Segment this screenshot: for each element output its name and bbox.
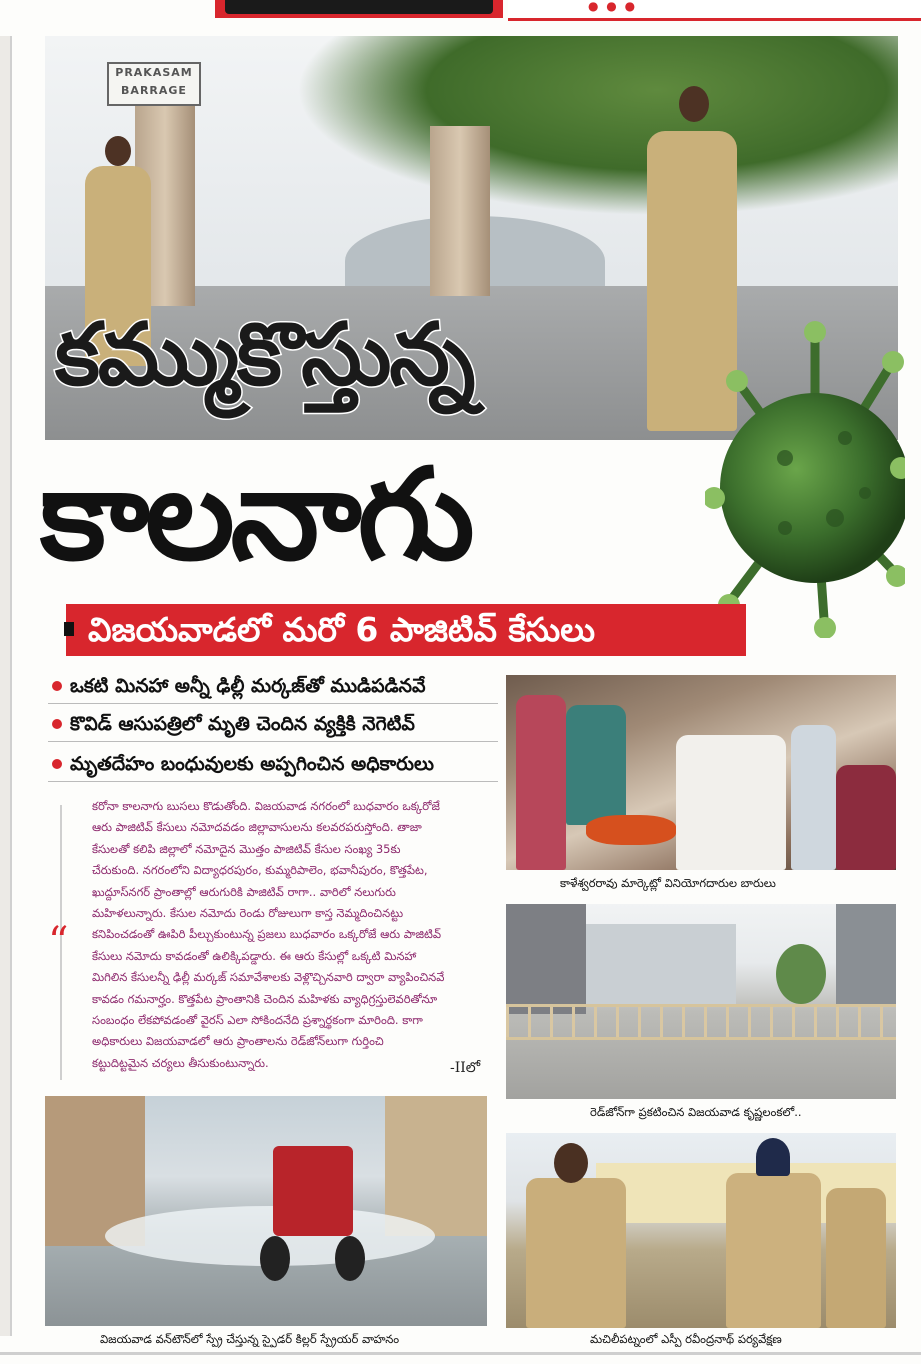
story-body: కరోనా కాలనాగు బుసలు కొడుతోంది. విజయవాడ నగరంలో బుధవారం ఒక్కరోజే ఆరు పాజిటివ్ కేసులు నమోదవడం జిల్లావాసులను కలవరపరుస్తోంది. తాజా కేసులతో కలిపి జిల్లాలో నమోదైన మొత్తం పాజిటివ్ కేసుల సంఖ్య 35కు చేరుకుంది. నగరంలోని విద్యాధరపురం, కుమ్మరిపాలెం, భవానీపురం, కొత్తపేట, ఖుద్దూస్‌నగర్ ప్రాంతాల్లో ఆరుగురికి పాజిటివ్ రాగా.. వారిలో నలుగురు మహిళలున్నారు. కేసుల నమోదు రెండు రోజులుగా కాస్త నెమ్మదించినట్టు కనిపించడంతో ఊపిరి పీల్చుకుంటున్న ప్రజలు బుధవారం ఒక్కరోజే ఆరు పాజిటివ్ కేసులు నమోదు కావడంతో ఉలిక్కిపడ్డారు. ఈ ఆరు కేసుల్లో ఒక్కటి మినహా మిగిలిన కేసులన్నీ ఢిల్లీ మర్కజ్ సమావేశాలకు వెళ్లొచ్చినవారి ద్వారా వ్యాపించినవే కావడం గమనార్హం. కొత్తపేట ప్రాంతానికి చెందిన మహిళకు వ్యాధిగ్రస్తులెవరితోనూ సంబంధం లేకపోవడంతో వైరస్ ఎలా సోకిందనేది ప్రశ్నార్థకంగా మారింది. కాగా అధికారులు విజయవాడలో ఆరు ప్రాంతాలను రెడ్‌జోన్‌లుగా గుర్తించి కట్టుదిట్టమైన చర్యలు తీసుకుంటున్నారు. <box>92 799 445 1070</box>
bullet-dot-icon <box>52 719 62 729</box>
subheadline-bar <box>66 604 746 656</box>
quote-mark-icon: “ <box>48 919 69 965</box>
caption-police: మచిలీపట్నంలో ఎస్పీ రవీంద్రనాథ్ పర్యవేక్షణ <box>590 1332 782 1346</box>
bullet-text: ఒకటి మినహా అన్నీ ఢిల్లీ మర్కజ్‌తో ముడిపడినవే <box>70 675 426 697</box>
masthead-strip-right: ● ● ● <box>508 0 921 21</box>
photo-spray-vehicle <box>45 1096 487 1326</box>
headline-line-1: కమ్ముకొస్తున్న <box>55 305 474 405</box>
caption-street: రెడ్‌జోన్‌గా ప్రకటించిన విజయవాడ కృష్ణలంకలో.. <box>590 1105 802 1119</box>
bullet-square-icon <box>64 622 74 636</box>
masthead-strip-left <box>215 0 503 18</box>
byline: -IIలో <box>450 1060 481 1076</box>
headline-line-2: కాలనాగు <box>40 441 471 588</box>
bullet-item <box>48 708 498 742</box>
bullet-text: మృతదేహం బంధువులకు అప్పగించిన అధికారులు <box>70 753 435 775</box>
photo-redzone-street <box>506 904 896 1099</box>
caption-market: కాళేశ్వరరావు మార్కెట్లో వినియోగదారుల బారులు <box>560 876 776 890</box>
subheadline: విజయవాడలో మరో 6 పాజిటివ్ కేసులు <box>88 610 596 649</box>
bullet-item <box>48 748 498 782</box>
bullet-dot-icon <box>52 681 62 691</box>
bullet-item <box>48 670 498 704</box>
bullet-dot-icon <box>52 759 62 769</box>
bottom-rule <box>0 1352 921 1355</box>
photo-police-inspection <box>506 1133 896 1328</box>
page-edge-rule <box>0 36 12 1336</box>
barrage-sign: PRAKASAM BARRAGE <box>107 62 201 106</box>
coronavirus-graphic <box>705 318 905 638</box>
caption-spray: విజయవాడ వన్‌టౌన్‌లో స్ప్రే చేస్తున్న స్పైడర్ కిల్లర్ స్ప్రేయర్ వాహనం <box>100 1332 400 1346</box>
bullet-text: కొవిడ్ ఆసుపత్రిలో మృతి చెందిన వ్యక్తికి నెగెటివ్ <box>70 713 415 735</box>
photo-market-queue <box>506 675 896 870</box>
